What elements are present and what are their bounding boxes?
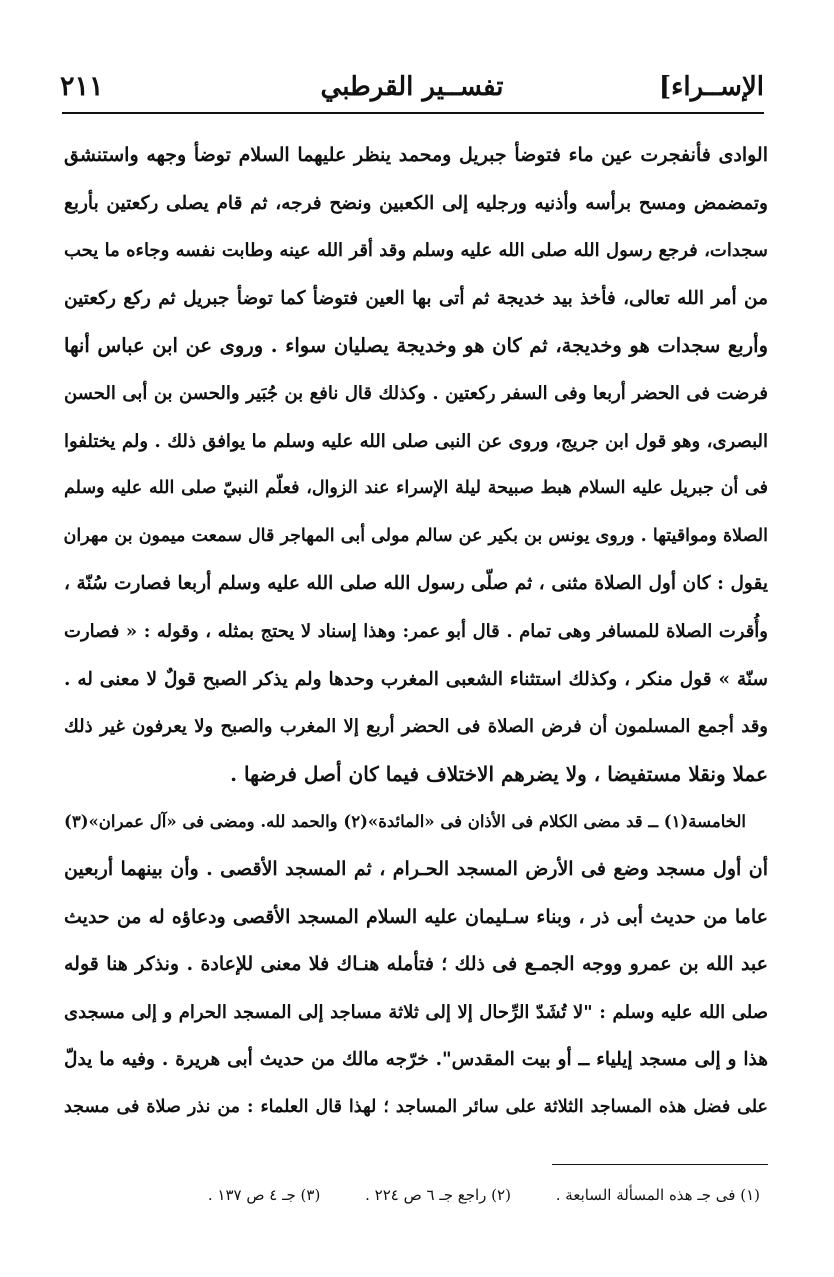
- text-line: أن أول مسجد وضع فى الأرض المسجد الحـرام ، ثم المسجد الأقصى . وأن بينهما أربعين: [64, 857, 768, 880]
- text-line: الوادى فأنفجرت عين ماء فتوضأ جبريل ومحمد ينظر عليهما السلام توضأ وجهه واستنشق: [64, 144, 768, 166]
- header-rule: [62, 112, 764, 114]
- text-line: الصلاة ومواقيتها . وروى يونس بن بكير عن سالم مولى أبى المهاجر قال سمعت ميمون بن مهران: [64, 525, 768, 546]
- text-line: الخامسة(١) ــ قد مضى الكلام فى الأذان فى «المائدة»(٢) والحمد لله. ومضى فى «آل عمران»(٣): [64, 812, 746, 832]
- text-line: صلى الله عليه وسلم : "لا تُشَدّ الرِّحال إلا إلى ثلاثة مساجد إلى المسجد الحرام و إلى مسجدى: [64, 1001, 768, 1023]
- text-line: سجدات، فرجع رسول الله صلى الله عليه وسلم وقد أقر الله عينه وطابت نفسه وجاءه ما يحب: [64, 240, 768, 262]
- body-text: [64, 132, 768, 1131]
- text-line: وقد أجمع المسلمون أن فرض الصلاة فى الحضر أربع إلا المغرب والصبح ولا يعرفون غير ذلك: [64, 716, 768, 738]
- sura-name: الإســراء]: [658, 72, 764, 102]
- text-line: وتمضمض ومسح برأسه وأذنيه ورجليه إلى الكعبين ونضح فرجه، ثم قام يصلى ركعتين بأربع: [64, 192, 768, 214]
- text-line: فى أن جبريل عليه السلام هبط صبيحة ليلة الإسراء عند الزوال، فعلّم النبيّ صلى الله عليه وسلم: [64, 478, 768, 499]
- text-line: يقول : كان أول الصلاة مثنى ، ثم صلّى رسول الله صلى الله عليه وسلم أربعا فصارت سُنّة ،: [64, 573, 768, 595]
- text-line: البصرى، وهو قول ابن جريج، وروى عن النبى صلى الله عليه وسلم ما يوافق ذلك . ولم يختلفوا: [64, 430, 768, 452]
- footnote-1: (١) فى جـ هذه المسألة السابعة .: [555, 1186, 760, 1204]
- text-line: عبد الله بن عمرو ووجه الجمـع فى ذلك ؛ فتأمله هنـاك فلا معنى للإعادة . ونذكر هنا قوله: [64, 953, 768, 976]
- footnote-2: (٢) راجع جـ ٦ ص ٢٢٤ .: [365, 1186, 511, 1204]
- footnotes: [90, 1180, 760, 1210]
- text-line: وأُقرت الصلاة للمسافر وهى تمام . قال أبو عمر: وهذا إسناد لا يحتج بمثله ، وقوله : « فصارت: [64, 620, 768, 642]
- text-line: من أمر الله تعالى، فأخذ بيد خديجة ثم أتى بها العين فتوضأ كما توضأ جبريل ثم ركع ركعتين: [64, 287, 768, 309]
- text-line: فرضت فى الحضر أربعا وفى السفر ركعتين . وكذلك قال نافع بن جُبَير والحسن بن أبى الحسن: [64, 382, 768, 404]
- footnote-3: (٣) جـ ٤ ص ١٣٧ .: [207, 1186, 321, 1204]
- text-line: سنّة » قول منكر ، وكذلك استثناء الشعبى المغرب وحدها ولم يذكر الصبح قولٌ لا معنى له .: [64, 668, 768, 690]
- book-title: تفســير القرطبي: [320, 72, 504, 102]
- page-number: ٢١١: [60, 71, 104, 102]
- text-line: على فضل هذه المساجد الثلاثة على سائر المساجد ؛ لهذا قال العلماء : من نذر صلاة فى مسجد: [64, 1096, 768, 1117]
- text-line: عملا ونقلا مستفيضا ، ولا يضرهم الاختلاف فيما كان أصل فرضها .: [230, 761, 768, 786]
- footnote-rule: [552, 1164, 768, 1165]
- text-line: وأربع سجدات هو وخديجة، ثم كان هو وخديجة يصليان سواء . وروى عن ابن عباس أنها: [64, 334, 768, 358]
- running-header: [60, 62, 764, 112]
- text-line: عاما من حديث أبى ذر ، وبناء سـليمان عليه السلام المسجد الأقصى ودعاؤه له من حديث: [64, 905, 768, 928]
- text-line: هذا و إلى مسجد إيلياء ــ أو بيت المقدس". خرّجه مالك من حديث أبى هريرة . وفيه ما يدلّ: [64, 1049, 768, 1071]
